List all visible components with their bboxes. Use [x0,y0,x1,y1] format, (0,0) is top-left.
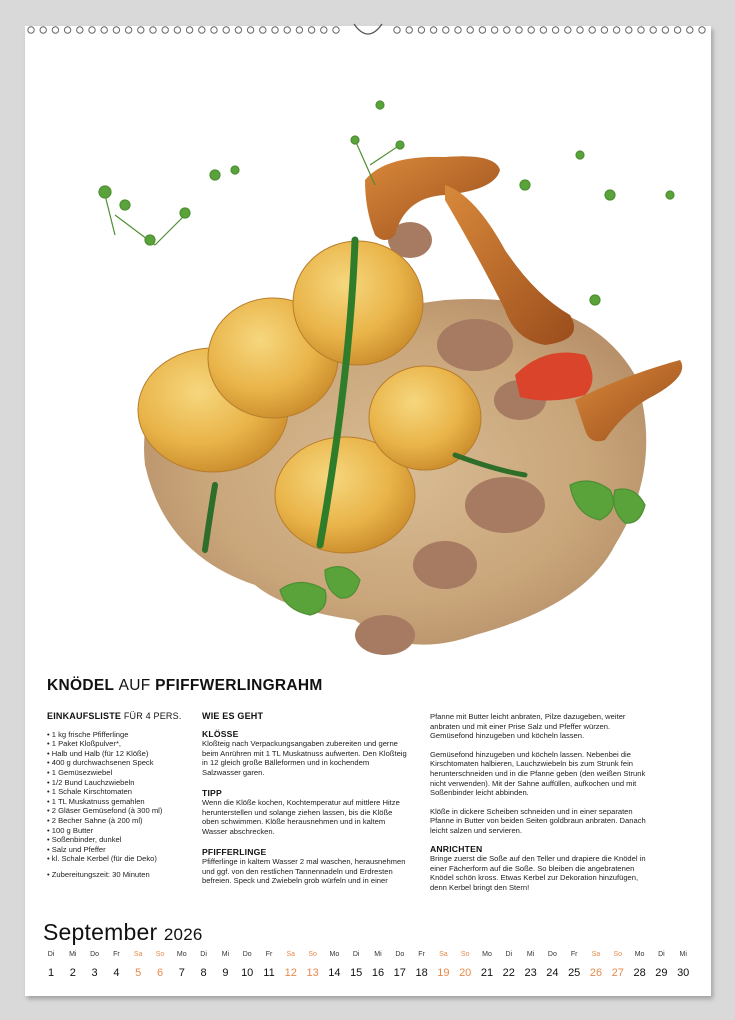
calendar-day [389,950,411,980]
day-number: 14 [328,967,341,979]
day-number: 27 [611,967,624,979]
binding-ring [235,27,241,33]
recipe-title [47,677,323,695]
ingredient-item: • 1/2 Bund Lauchzwiebeln [47,778,192,788]
method-column [202,712,407,897]
calendar-day [629,950,651,980]
calendar-day [476,950,498,980]
kloesse-text: Kloßteig nach Verpackungsangaben zubereiten und gerne beim Anrühren mit 1 TL Muskatnuss aufwerten. Den Kloßteig in 12 gleich große Bälleformen und in kochendem Salzwasser garen. [202,739,407,777]
ingredient-item: • kl. Schale Kerbel (für die Deko) [47,854,192,864]
weekday-label: Mi [679,951,687,958]
binding-ring [28,27,34,33]
weekday-label: Fr [265,951,273,958]
weekday-label: So [308,951,317,958]
calendar-day [432,950,454,980]
ingredient-item: • Salz und Pfeffer [47,845,192,855]
tipp-text: Wenn die Klöße kochen, Kochtemperatur auf mittlere Hitze herunterstellen und solange ziehen lassen, bis die Klöße oben schwimmen. Klöße herausnehmen und in kaltem Wasser abschrecken. [202,798,400,836]
binding-ring [138,27,144,33]
binding-ring [394,27,400,33]
binding-ring [455,27,461,33]
binding-ring [101,27,107,33]
day-number: 13 [306,967,319,979]
calendar-day [171,950,193,980]
binding-ring [418,27,424,33]
weekday-label: Do [242,951,252,958]
binding-ring [89,27,95,33]
month-name: September [43,919,158,945]
ingredient-item: • Soßenbinder, dunkel [47,835,192,845]
calendar-day [62,950,84,980]
day-number: 1 [47,967,55,979]
day-number: 20 [459,967,472,979]
binding-ring [626,27,632,33]
binding-ring [504,27,510,33]
binding-ring [516,27,522,33]
shopping-heading-light: FÜR 4 PERS. [123,711,182,721]
binding-ring [247,27,253,33]
calendar-day [650,950,672,980]
anrichten-text: Bringe zuerst die Soße auf den Teller und drapiere die Knödel in einer Fächerform auf die Soße. So bleiben die angebratenen Knödel schön kross. Etwas Kerbel zur Dekoration hinzufügen, denn Kerbel bringt den Stern! [430,854,646,892]
hanger-hook [352,22,384,38]
binding-ring [589,27,595,33]
binding-ring [211,27,217,33]
ingredient-item: • 2 Becher Sahne (à 200 ml) [47,816,192,826]
weekday-label: Mo [634,951,645,958]
method-paragraph-2: Gemüsefond hinzugeben und köcheln lassen. Nebenbei die Kirschtomaten halbieren, Lauchzwiebeln bis zum Strunk fein herunterschneiden und in die Pfanne geben (den weißen Strunk nicht verwenden). Mit der Sahne auffüllen, aufkochen und mit Soßenbinder leicht abbinden. [430,749,646,798]
calendar-strip [40,950,694,990]
binding-ring [687,27,693,33]
day-number: 16 [371,967,385,979]
weekday-label: Do [547,951,557,958]
weekday-label: Mo [176,951,187,958]
binding-ring [260,27,266,33]
ingredient-item: • Halb und Halb (für 12 Klöße) [47,749,192,759]
day-number: 21 [480,967,494,979]
method-continued-column [430,712,655,902]
binding-ring [528,27,534,33]
binding-ring [491,27,497,33]
calendar-day [498,950,520,980]
month-title [43,919,203,946]
ingredient-list [47,730,192,864]
day-number: 11 [263,967,275,979]
weekday-label: Do [395,951,405,958]
day-number: 15 [350,967,363,979]
day-number: 5 [135,967,142,979]
binding-ring [699,27,705,33]
binding-ring [40,27,46,33]
binding-ring [565,27,571,33]
pfifferlinge-heading: PFIFFERLINGE [202,846,267,857]
binding-ring [674,27,680,33]
day-number: 4 [113,967,120,979]
prep-time: • Zubereitungszeit: 30 Minuten [47,870,192,880]
binding-ring [638,27,644,33]
binding-ring [650,27,656,33]
calendar-day [193,950,215,980]
ingredient-item: • 100 g Butter [47,826,192,836]
spiral-binding [25,22,711,38]
binding-ring [479,27,485,33]
weekday-label: Mo [482,951,492,958]
day-number: 2 [69,967,76,979]
binding-ring [406,27,412,33]
weekday-label: Fr [113,951,120,958]
calendar-day [105,950,127,980]
binding-ring [613,27,619,33]
anrichten-heading: ANRICHTEN [430,843,483,854]
calendar-day [84,950,106,980]
weekday-label: Mo [329,951,340,958]
binding-ring [308,27,314,33]
calendar-day [236,950,258,980]
binding-ring [162,27,168,33]
binding-ring [284,27,290,33]
day-number: 10 [241,967,254,979]
ingredient-item: • 2 Gläser Gemüsefond (à 300 ml) [47,806,192,816]
day-number: 12 [284,967,297,979]
weekday-label: Sa [591,951,601,958]
calendar-day [563,950,585,980]
weekday-label: Mi [69,951,77,958]
shopping-list-heading [47,712,192,722]
binding-ring [77,27,83,33]
dish-photo [25,45,711,675]
calendar-day [454,950,476,980]
binding-ring [540,27,546,33]
day-number: 30 [677,967,690,979]
day-number: 29 [655,967,668,979]
shopping-heading-bold: EINKAUFSLISTE [47,711,122,721]
calendar-day [214,950,236,980]
title-word-auf: AUF [118,677,151,694]
calendar-day [520,950,542,980]
binding-ring [577,27,583,33]
title-word-pfiffwerlingrahm: PFIFFWERLINGRAHM [155,677,323,694]
calendar-day [367,950,389,980]
day-number: 23 [524,967,537,979]
weekday-label: So [460,951,470,958]
day-number: 24 [546,967,559,979]
weekday-label: Mi [221,951,230,958]
weekday-label: Sa [439,951,448,958]
day-number: 7 [178,967,185,979]
method-heading: WIE ES GEHT [202,711,264,721]
weekday-label: Di [200,951,207,958]
calendar-day [323,950,345,980]
binding-ring [64,27,70,33]
weekday-label: Sa [133,951,143,958]
calendar-day [541,950,563,980]
binding-ring [223,27,229,33]
tipp-heading: TIPP [202,787,222,798]
binding-ring [443,27,449,33]
binding-ring [52,27,58,33]
binding-ring [186,27,192,33]
weekday-label: Sa [286,951,296,958]
ingredient-item: • 400 g durchwachsenen Speck [47,758,192,768]
binding-ring [174,27,180,33]
weekday-label: Di [47,951,55,958]
method-paragraph-3: Klöße in dickere Scheiben schneiden und in einer separaten Pfanne in Butter von beiden Seiten goldbraun anbraten. Danach leicht salzen und servieren. [430,806,646,835]
weekday-label: Di [505,951,513,958]
binding-ring [430,27,436,33]
calendar-day [258,950,280,980]
day-number: 26 [589,967,603,979]
binding-ring [467,27,473,33]
day-number: 9 [222,967,229,979]
weekday-label: Fr [570,951,578,958]
shopping-list-column [47,712,192,880]
weekday-label: So [155,951,165,958]
weekday-label: Di [658,951,665,958]
binding-ring [125,27,131,33]
weekday-label: Di [352,951,360,958]
binding-ring [272,27,278,33]
year: 2026 [163,925,203,944]
calendar-day [345,950,367,980]
pfifferlinge-text: Pfifferlinge in kaltem Wasser 2 mal waschen, herausnehmen und ggf. von den restlichen Tannennadeln und Erdresten befreien. Speck und Zwiebeln grob würfeln und in einer [202,857,406,886]
day-number: 28 [633,967,646,979]
day-number: 8 [200,967,207,979]
weekday-label: So [613,951,623,958]
calendar-day [280,950,302,980]
calendar-day [607,950,629,980]
weekday-label: Do [90,951,100,958]
binding-ring [199,27,205,33]
ingredient-item: • 1 TL Muskatnuss gemahlen [47,797,192,807]
day-number: 19 [437,967,450,979]
ingredient-item: • 1 Schale Kirschtomaten [47,787,192,797]
title-word-knoedel: KNÖDEL [47,677,114,694]
calendar-day [302,950,324,980]
calendar-day [127,950,149,980]
weekday-label: Mi [374,951,382,958]
day-number: 17 [393,967,406,979]
day-number: 25 [568,967,581,979]
weekday-label: Fr [418,951,425,958]
calendar-day [149,950,171,980]
ingredient-item: • 1 Gemüsezwiebel [47,768,192,778]
day-number: 3 [91,967,98,979]
binding-ring [333,27,339,33]
binding-ring [296,27,302,33]
ingredient-item: • 1 Paket Kloßpulver*, [47,739,192,749]
calendar-day [411,950,433,980]
kloesse-heading: KLÖSSE [202,728,239,739]
binding-ring [321,27,327,33]
calendar-day [40,950,62,980]
calendar-day [585,950,607,980]
day-number: 18 [415,967,428,979]
binding-ring [150,27,156,33]
binding-ring [552,27,558,33]
binding-ring [601,27,607,33]
binding-ring [113,27,119,33]
method-paragraph-1: Pfanne mit Butter leicht anbraten, Pilze dazugeben, weiter anbraten und mit einer Prise Salz und Pfeffer würzen. Gemüsefond hinzugeben und köcheln lassen. [430,712,626,741]
weekday-label: Mi [526,951,535,958]
ingredient-item: • 1 kg frische Pfifferlinge [47,730,192,740]
day-number: 6 [156,967,164,979]
binding-ring [662,27,668,33]
calendar-day [672,950,694,980]
day-number: 22 [502,967,515,979]
